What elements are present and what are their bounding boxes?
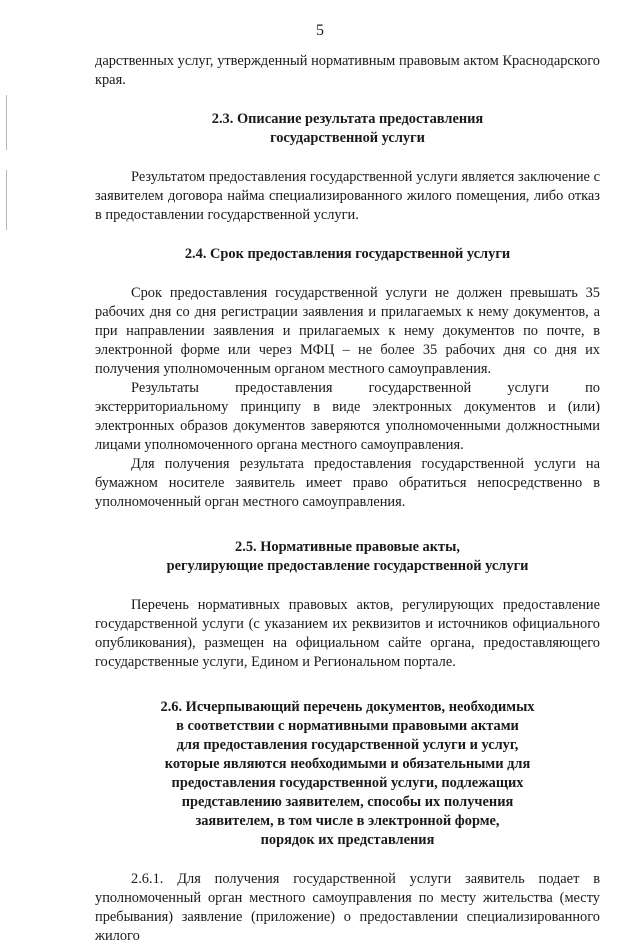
heading-line: 2.4. Срок предоставления государственной услуги [184, 246, 511, 262]
paragraph: Результатом предоставления государственной услуги является заключение с заявителем договора найма специализированного жилого помещения, либо отказ в предоставлении государственной услуги. [95, 169, 600, 223]
heading-line: 2.3. Описание результата предоставления [211, 111, 484, 127]
heading-line: порядок их представления [260, 832, 435, 848]
heading-line: государственной услуги [270, 130, 425, 146]
paragraph: Срок предоставления государственной услуги не должен превышать 35 рабочих дня со дня регистрации заявления и прилагаемых к нему документов, а при направлении заявления и прилагаемых к нему документов по почте, в электронной форме или через МФЦ – не более 35 рабочих дня со дня их получения уполномоченным органом местного самоуправления. [95, 285, 600, 377]
heading-2-3 [95, 110, 600, 148]
paragraph: Для получения результата предоставления государственной услуги на бумажном носителе заявитель имеет право обратиться непосредственно в уполномоченный орган местного самоуправления. [95, 456, 600, 510]
heading-line: для предоставления государственной услуги и услуг, [176, 737, 519, 753]
paragraph: Результаты предоставления государственной услуги по экстерриториальному принципу в виде электронных документов и (или) электронных образов документов заверяются уполномоченными должностными лицами уполномоченного органа местного самоуправления. [95, 380, 600, 453]
paragraph-intro-tail: дарственных услуг, утвержденный нормативным правовым актом Краснодарского края. [95, 53, 600, 88]
heading-2-6 [95, 698, 600, 850]
heading-line: регулирующие предоставление государственной услуги [166, 558, 529, 574]
paragraph: 2.6.1. Для получения государственной услуги заявитель подает в уполномоченный орган местного самоуправления по месту жительства (месту пребывания) заявление (приложение) о предоставлении специализированного жилого [95, 871, 600, 944]
heading-line: в соответствии с нормативными правовыми актами [176, 718, 519, 734]
heading-line: 2.5. Нормативные правовые акты, [235, 539, 460, 555]
paragraph: Перечень нормативных правовых актов, регулирующих предоставление государственной услуги (с указанием их реквизитов и источников официального опубликования), размещен на официальном сайте органа, предоставляющего государственные услуги, Едином и Региональном портале. [95, 597, 600, 670]
heading-line: заявителем, в том числе в электронной форме, [195, 813, 500, 829]
page-number: 5 [316, 22, 324, 39]
document-body [95, 52, 600, 946]
heading-line: 2.6. Исчерпывающий перечень документов, необходимых [160, 699, 535, 715]
scan-margin-mark [6, 95, 7, 150]
scan-margin-mark [6, 170, 7, 230]
heading-line: представлению заявителем, способы их получения [181, 794, 514, 810]
heading-line: предоставления государственной услуги, подлежащих [171, 775, 524, 791]
heading-2-4 [95, 245, 600, 264]
heading-2-5 [95, 538, 600, 576]
heading-line: которые являются необходимыми и обязательными для [164, 756, 531, 772]
